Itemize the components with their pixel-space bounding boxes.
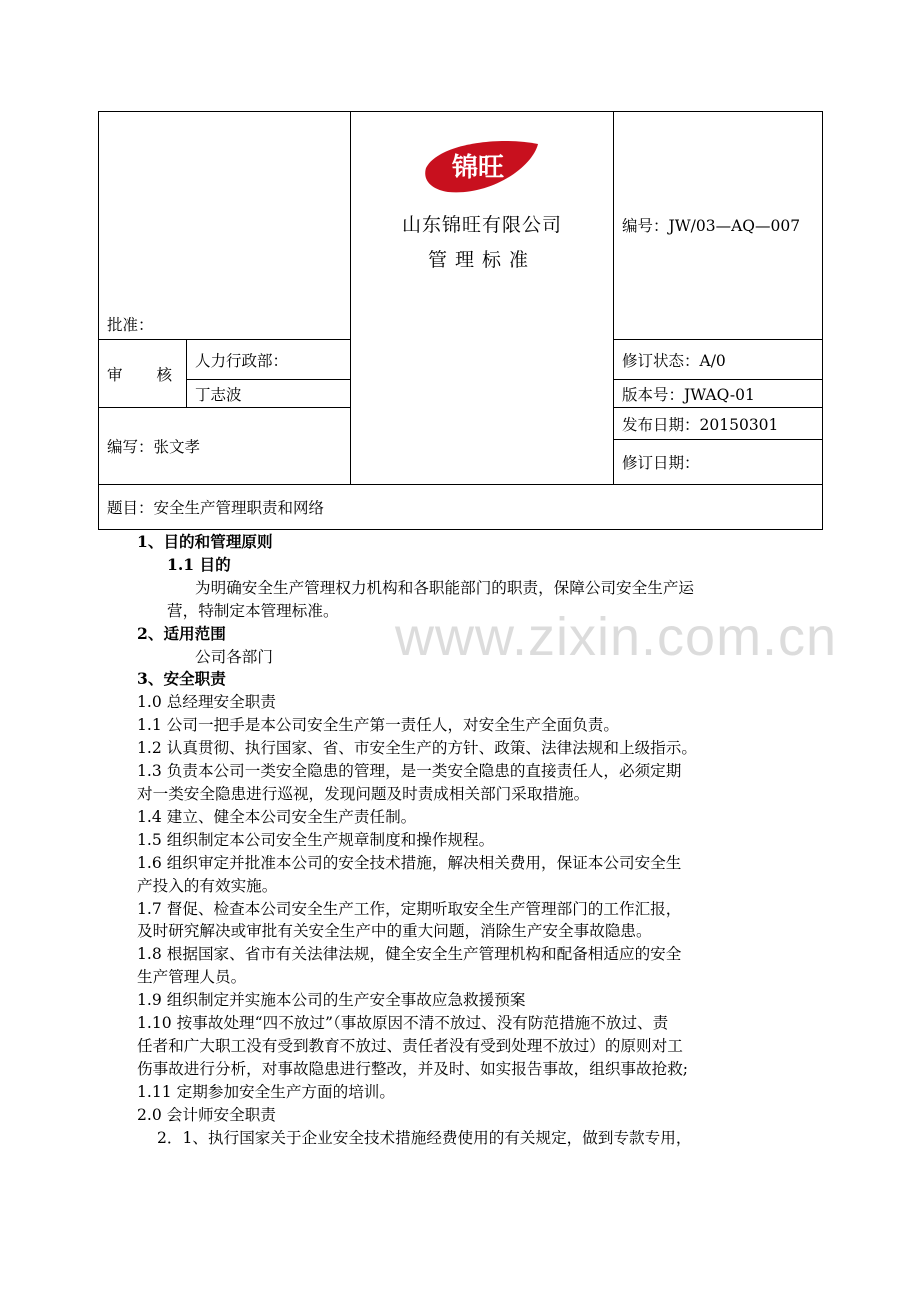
company-logo: [420, 138, 544, 196]
doc-number-cell: [614, 112, 823, 340]
approval-cell: [99, 112, 351, 340]
version-cell: [614, 380, 823, 408]
revision-date: 修订日期：: [622, 454, 700, 472]
revision-status: 修订状态：A/0: [622, 351, 726, 370]
subject-title: 题目：安全生产管理职责和网络: [107, 499, 325, 517]
audit-label-cell: [99, 340, 207, 408]
duty-line: 1.5 组织制定本公司安全生产规章制度和操作规程。: [137, 830, 495, 849]
paragraph-line: 2．1、执行国家关于企业安全技术措施经费使用的有关规定，做到专款专用，: [157, 1128, 692, 1147]
duty-line: 1.4 建立、健全本公司安全生产责任制。: [137, 807, 417, 826]
duty-line: 任者和广大职工没有受到教育不放过、责任者没有受到处理不放过）的原则对工: [137, 1036, 683, 1055]
duty-line: 1.2 认真贯彻、执行国家、省、市安全生产的方针、政策、法律法规和上级指示。: [137, 739, 697, 758]
section-heading: 1、目的和管理原则: [137, 532, 273, 551]
paragraph-line: 公司各部门: [195, 647, 273, 666]
duty-line: 1.10 按事故处理“四不放过”（事故原因不清不放过、没有防范措施不放过、责: [137, 1014, 669, 1033]
document-body: [137, 531, 797, 1149]
duty-line: 产投入的有效实施。: [137, 876, 278, 895]
reviewer-cell: [187, 380, 351, 408]
approval-label: 批准：: [107, 316, 154, 334]
duty-line: 生产管理人员。: [137, 968, 247, 987]
duty-line: 1.3 负责本公司一类安全隐患的管理，是一类安全隐患的直接责任人，必须定期: [137, 762, 682, 781]
publish-date-cell: [614, 408, 823, 440]
doc-number: 编号：JW/03—AQ—007: [622, 217, 801, 235]
watermark: www.zixin.com.cn: [395, 607, 838, 667]
duty-line: 伤事故进行分析，对事故隐患进行整改，并及时、如实报告事故，组织事故抢救;: [137, 1059, 689, 1078]
publish-date: 发布日期：20150301: [622, 415, 779, 434]
duty-line: 1.11 定期参加安全生产方面的培训。: [137, 1082, 395, 1101]
duty-list: [137, 691, 797, 1126]
duty-line: 1.0 总经理安全职责: [137, 693, 276, 712]
document-header-table: [98, 111, 823, 530]
duty-line: 2.0 会计师安全职责: [137, 1105, 276, 1124]
revision-status-cell: [614, 340, 823, 380]
hr-dept-cell: [187, 340, 351, 380]
duty-line: 1.7 督促、检查本公司安全生产工作，定期听取安全生产管理部门的工作汇报，: [137, 899, 682, 918]
company-name: 山东锦旺有限公司: [402, 214, 563, 236]
author: 编写：张文孝: [107, 438, 201, 456]
section-heading: 2、适用范围: [137, 623, 226, 643]
logo-text: 锦旺: [452, 153, 505, 183]
duty-line: 对一类安全隐患进行巡视，发现问题及时责成相关部门采取措施。: [137, 784, 590, 803]
duty-line: 1.1 公司一把手是本公司安全生产第一责任人，对安全生产全面负责。: [137, 716, 619, 735]
paragraph-line: 营，特制定本管理标准。: [167, 601, 339, 620]
audit-label: 审核: [107, 365, 207, 384]
author-cell: [99, 408, 351, 485]
company-cell: [351, 112, 614, 485]
revision-date-cell: [614, 440, 823, 485]
duty-line: 1.6 组织审定并批准本公司的安全技术措施，解决相关费用，保证本公司安全生: [137, 853, 682, 872]
paragraph-line: 为明确安全生产管理权力机构和各职能部门的职责，保障公司安全生产运: [195, 578, 695, 597]
version-number: 版本号：JWAQ-01: [622, 385, 755, 404]
reviewer-name: 丁志波: [195, 385, 242, 404]
section-heading: 3、安全职责: [137, 669, 226, 689]
duty-line: 及时研究解决或审批有关安全生产中的重大问题，消除生产安全事故隐患。: [137, 922, 652, 941]
duty-line: 1.8 根据国家、省市有关法律法规，健全安全生产管理机构和配备相适应的安全: [137, 945, 682, 964]
duty-line: 1.9 组织制定并实施本公司的生产安全事故应急救援预案: [137, 991, 526, 1010]
standard-title: 管理标准: [428, 249, 537, 271]
subject-cell: [99, 485, 823, 530]
subsection-heading: 1.1 目的: [167, 554, 231, 574]
hr-dept-label: 人力行政部：: [195, 351, 289, 370]
